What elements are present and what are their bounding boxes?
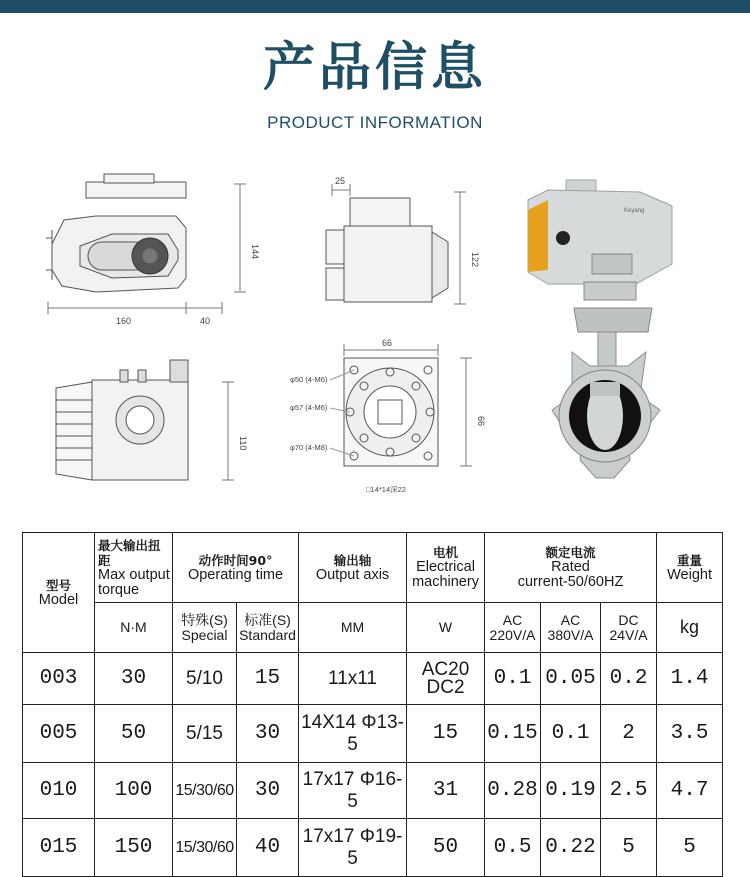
cell-ac220: 0.28 (485, 763, 541, 819)
photo-badge: Keyang (624, 208, 645, 214)
cell-model: 015 (23, 819, 95, 877)
cell-model: 003 (23, 653, 95, 705)
cell-ac220: 0.5 (485, 819, 541, 877)
dim-bottom-height: 110 (238, 436, 248, 451)
cell-dc24: 0.2 (601, 653, 657, 705)
bolt-circle-57: φ57 (4-M6) (290, 403, 328, 412)
cell-ac220: 0.15 (485, 705, 541, 763)
header-output-axis: 输出轴 Output axis (299, 533, 407, 603)
square-drive-label: □14*14深22 (366, 485, 406, 494)
top-banner (0, 0, 750, 13)
cell-standard: 30 (237, 705, 299, 763)
dim-flange-height: 66 (476, 416, 486, 427)
cell-axis: 11x11 (299, 653, 407, 705)
cell-standard: 30 (237, 763, 299, 819)
unit-ac380: AC 380V/A (541, 603, 601, 653)
unit-dc24: DC 24V/A (601, 603, 657, 653)
bottom-view-drawing (56, 360, 234, 480)
unit-row (23, 603, 723, 653)
unit-w: W (407, 603, 485, 653)
cell-standard: 40 (237, 819, 299, 877)
unit-ac220: AC 220V/A (485, 603, 541, 653)
page-title: 产品信息 (262, 38, 487, 98)
cell-ac220: 0.1 (485, 653, 541, 705)
side-view-drawing (326, 184, 466, 304)
cell-model: 005 (23, 705, 95, 763)
dim-side-height: 122 (470, 252, 480, 268)
cell-torque: 150 (95, 819, 173, 877)
cell-dc24: 5 (601, 819, 657, 877)
cell-axis: 14X14 Φ13-5 (299, 705, 407, 763)
dim-front-height: 144 (250, 244, 260, 260)
cell-torque: 50 (95, 705, 173, 763)
cell-motor: 15 (407, 705, 485, 763)
bolt-circle-70: φ70 (4-M8) (290, 443, 328, 452)
cell-motor: 31 (407, 763, 485, 819)
header-operating-time: 动作时间90° Operating time (173, 533, 299, 603)
cell-axis: 17x17 Φ16-5 (299, 763, 407, 819)
cell-special: 5/15 (173, 705, 237, 763)
cell-ac380: 0.05 (541, 653, 601, 705)
technical-drawings (0, 160, 750, 510)
header-torque: 最大输出扭距 Max output torque (95, 533, 173, 603)
cell-weight: 5 (657, 819, 723, 877)
cell-special: 5/10 (173, 653, 237, 705)
header-weight: 重量 Weight (657, 533, 723, 603)
cell-special: 15/30/60 (173, 819, 237, 877)
dim-flange-width: 66 (382, 338, 393, 348)
cell-dc24: 2.5 (601, 763, 657, 819)
dim-front-width: 160 (116, 316, 132, 326)
header-model: 型号 Model (23, 533, 95, 653)
cell-torque: 30 (95, 653, 173, 705)
dim-side-offset: 25 (335, 176, 346, 186)
cell-ac380: 0.19 (541, 763, 601, 819)
table-row (23, 653, 723, 705)
unit-kg: kg (657, 603, 723, 653)
front-view-drawing (46, 174, 246, 314)
cell-dc24: 2 (601, 705, 657, 763)
bolt-circle-50: φ50 (4-M6) (290, 375, 328, 384)
table-row (23, 763, 723, 819)
product-photo (528, 180, 672, 478)
cell-motor: 50 (407, 819, 485, 877)
cell-weight: 4.7 (657, 763, 723, 819)
unit-standard: 标准(S) Standard (237, 603, 299, 653)
cell-ac380: 0.22 (541, 819, 601, 877)
cell-torque: 100 (95, 763, 173, 819)
cell-axis: 17x17 Φ19-5 (299, 819, 407, 877)
cell-special: 15/30/60 (173, 763, 237, 819)
unit-special: 特殊(S) Special (173, 603, 237, 653)
cell-ac380: 0.1 (541, 705, 601, 763)
page-subtitle: PRODUCT INFORMATION (267, 113, 483, 132)
cell-weight: 1.4 (657, 653, 723, 705)
cell-motor: AC20 DC2 (407, 653, 485, 705)
spec-table (22, 532, 723, 877)
cell-weight: 3.5 (657, 705, 723, 763)
dim-front-depth: 40 (200, 316, 211, 326)
header-motor: 电机 Electrical machinery (407, 533, 485, 603)
cell-model: 010 (23, 763, 95, 819)
header-rated-current: 额定电流 Rated current-50/60HZ (485, 533, 657, 603)
unit-mm: MM (299, 603, 407, 653)
table-row (23, 705, 723, 763)
flange-drawing (330, 344, 472, 466)
unit-nm: N·M (95, 603, 173, 653)
cell-standard: 15 (237, 653, 299, 705)
header-row (23, 533, 723, 603)
table-row (23, 819, 723, 877)
